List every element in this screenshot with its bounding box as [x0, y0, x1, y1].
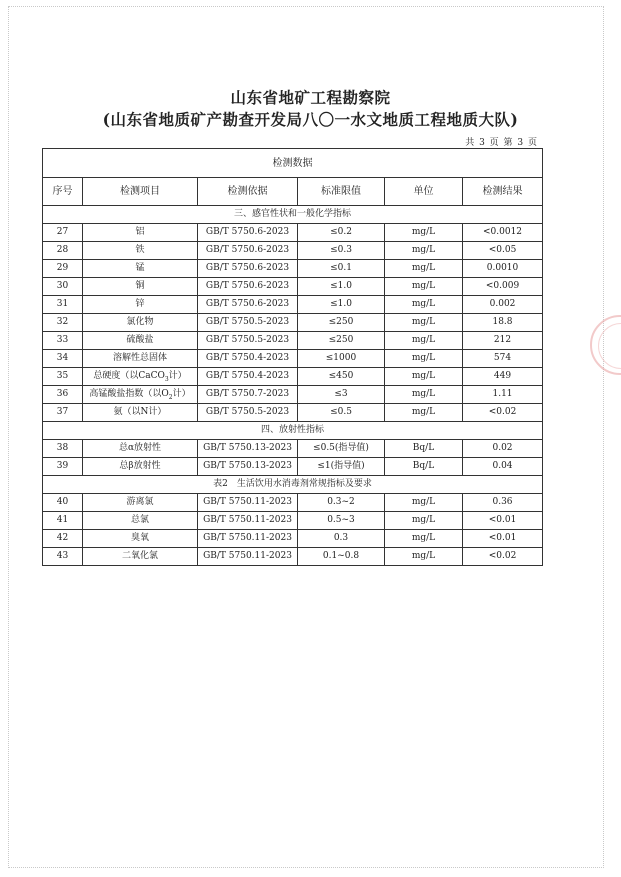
- row-no: 30: [43, 278, 83, 296]
- row-unit: mg/L: [385, 278, 463, 296]
- row-unit: mg/L: [385, 530, 463, 548]
- row-method: GB/T 5750.11-2023: [198, 494, 298, 512]
- row-unit: mg/L: [385, 332, 463, 350]
- column-header-unit: 单位: [385, 178, 463, 206]
- section-heading: 三、感官性状和一般化学指标: [43, 206, 543, 224]
- table-row: [43, 440, 543, 458]
- row-method: GB/T 5750.4-2023: [198, 368, 298, 386]
- row-no: 43: [43, 548, 83, 566]
- row-method: GB/T 5750.5-2023: [198, 332, 298, 350]
- row-no: 31: [43, 296, 83, 314]
- report-org-subtitle: (山东省地质矿产勘查开发局八〇一水文地质工程地质大队): [102, 110, 519, 129]
- item-text-suffix: 计）: [172, 389, 191, 399]
- row-unit: mg/L: [385, 512, 463, 530]
- table-title: 检测数据: [43, 149, 543, 178]
- row-item: 臭氧: [83, 530, 198, 548]
- row-limit: 0.5~3: [298, 512, 385, 530]
- row-result: 1.11: [463, 386, 543, 404]
- row-result: 18.8: [463, 314, 543, 332]
- table-row: [43, 350, 543, 368]
- row-item: 铜: [83, 278, 198, 296]
- item-subscript: 3: [164, 375, 169, 383]
- row-no: 42: [43, 530, 83, 548]
- row-limit: ≤1.0: [298, 278, 385, 296]
- row-item: 铁: [83, 242, 198, 260]
- row-result: 212: [463, 332, 543, 350]
- row-method: GB/T 5750.13-2023: [198, 440, 298, 458]
- row-no: 33: [43, 332, 83, 350]
- column-header-item: 检测项目: [83, 178, 198, 206]
- column-header-method: 检测依据: [198, 178, 298, 206]
- section-heading: 四、放射性指标: [43, 422, 543, 440]
- column-header-limit: 标准限值: [298, 178, 385, 206]
- row-limit: ≤0.1: [298, 260, 385, 278]
- row-no: 36: [43, 386, 83, 404]
- column-header-no: 序号: [43, 178, 83, 206]
- page-counter: 共 3 页 第 3 页: [465, 138, 538, 148]
- table-row: [43, 458, 543, 476]
- row-item: 游离氯: [83, 494, 198, 512]
- item-subscript: 2: [168, 393, 173, 401]
- row-method: GB/T 5750.6-2023: [198, 278, 298, 296]
- row-limit: ≤1000: [298, 350, 385, 368]
- row-item: 溶解性总固体: [83, 350, 198, 368]
- row-unit: Bq/L: [385, 440, 463, 458]
- row-no: 37: [43, 404, 83, 422]
- row-item: 总α放射性: [83, 440, 198, 458]
- row-result: 0.02: [463, 440, 543, 458]
- row-result: 0.002: [463, 296, 543, 314]
- row-no: 35: [43, 368, 83, 386]
- row-method: GB/T 5750.5-2023: [198, 404, 298, 422]
- row-no: 28: [43, 242, 83, 260]
- row-method: GB/T 5750.4-2023: [198, 350, 298, 368]
- row-item: 二氧化氯: [83, 548, 198, 566]
- row-limit: ≤1(指导值): [298, 458, 385, 476]
- column-header-result: 检测结果: [463, 178, 543, 206]
- row-unit: mg/L: [385, 242, 463, 260]
- row-item: 锌: [83, 296, 198, 314]
- row-item: 铝: [83, 224, 198, 242]
- table-row: [43, 548, 543, 566]
- row-limit: ≤0.2: [298, 224, 385, 242]
- table-row: [43, 242, 543, 260]
- row-limit: ≤250: [298, 314, 385, 332]
- row-limit: ≤450: [298, 368, 385, 386]
- row-result: 449: [463, 368, 543, 386]
- row-method: GB/T 5750.6-2023: [198, 242, 298, 260]
- row-unit: mg/L: [385, 224, 463, 242]
- row-result: 0.36: [463, 494, 543, 512]
- table-row: [43, 314, 543, 332]
- row-method: GB/T 5750.6-2023: [198, 224, 298, 242]
- row-item: 锰: [83, 260, 198, 278]
- row-result: <0.02: [463, 404, 543, 422]
- item-text: 总硬度（以CaCO: [93, 371, 165, 381]
- report-org-title: 山东省地矿工程勘察院: [230, 88, 391, 107]
- row-method: GB/T 5750.11-2023: [198, 548, 298, 566]
- row-item: 氯化物: [83, 314, 198, 332]
- row-method: GB/T 5750.5-2023: [198, 314, 298, 332]
- row-unit: mg/L: [385, 350, 463, 368]
- row-limit: ≤3: [298, 386, 385, 404]
- row-result: <0.05: [463, 242, 543, 260]
- row-no: 27: [43, 224, 83, 242]
- row-method: GB/T 5750.6-2023: [198, 296, 298, 314]
- table-row: [43, 278, 543, 296]
- row-result: <0.009: [463, 278, 543, 296]
- test-data-table: [42, 148, 543, 566]
- table-row: [43, 296, 543, 314]
- row-item: 氨（以N计）: [83, 404, 198, 422]
- row-no: 39: [43, 458, 83, 476]
- row-limit: 0.3: [298, 530, 385, 548]
- row-item: 总β放射性: [83, 458, 198, 476]
- table-row: [43, 224, 543, 242]
- table-row: [43, 512, 543, 530]
- row-unit: mg/L: [385, 260, 463, 278]
- row-no: 32: [43, 314, 83, 332]
- row-result: <0.01: [463, 530, 543, 548]
- row-limit: ≤1.0: [298, 296, 385, 314]
- table-row: [43, 494, 543, 512]
- row-result: 0.0010: [463, 260, 543, 278]
- row-method: GB/T 5750.7-2023: [198, 386, 298, 404]
- row-method: GB/T 5750.6-2023: [198, 260, 298, 278]
- row-method: GB/T 5750.11-2023: [198, 530, 298, 548]
- item-text-suffix: 计）: [168, 371, 187, 381]
- table-row: [43, 260, 543, 278]
- row-unit: mg/L: [385, 548, 463, 566]
- section-heading-row: [43, 476, 543, 494]
- row-no: 38: [43, 440, 83, 458]
- table-row: [43, 386, 543, 404]
- item-text: 高锰酸盐指数（以O: [89, 389, 169, 399]
- row-unit: mg/L: [385, 314, 463, 332]
- row-no: 41: [43, 512, 83, 530]
- row-item: [83, 368, 198, 386]
- row-limit: ≤250: [298, 332, 385, 350]
- table-row: [43, 404, 543, 422]
- row-unit: mg/L: [385, 404, 463, 422]
- row-limit: ≤0.3: [298, 242, 385, 260]
- row-limit: ≤0.5(指导值): [298, 440, 385, 458]
- section-heading: 表2 生活饮用水消毒剂常规指标及要求: [43, 476, 543, 494]
- row-unit: mg/L: [385, 296, 463, 314]
- row-unit: Bq/L: [385, 458, 463, 476]
- row-method: GB/T 5750.13-2023: [198, 458, 298, 476]
- row-unit: mg/L: [385, 368, 463, 386]
- section-heading-row: [43, 422, 543, 440]
- row-method: GB/T 5750.11-2023: [198, 512, 298, 530]
- table-row: [43, 332, 543, 350]
- table-header-row: [43, 178, 543, 206]
- row-limit: ≤0.5: [298, 404, 385, 422]
- row-limit: 0.1~0.8: [298, 548, 385, 566]
- row-result: <0.01: [463, 512, 543, 530]
- row-item: 总氯: [83, 512, 198, 530]
- section-heading-row: [43, 206, 543, 224]
- row-no: 29: [43, 260, 83, 278]
- row-item: [83, 386, 198, 404]
- row-no: 40: [43, 494, 83, 512]
- row-no: 34: [43, 350, 83, 368]
- row-result: 0.04: [463, 458, 543, 476]
- row-item: 硫酸盐: [83, 332, 198, 350]
- table-row: [43, 368, 543, 386]
- table-row: [43, 530, 543, 548]
- row-limit: 0.3~2: [298, 494, 385, 512]
- row-unit: mg/L: [385, 494, 463, 512]
- row-result: <0.0012: [463, 224, 543, 242]
- row-result: <0.02: [463, 548, 543, 566]
- row-unit: mg/L: [385, 386, 463, 404]
- row-result: 574: [463, 350, 543, 368]
- table-title-row: [43, 149, 543, 178]
